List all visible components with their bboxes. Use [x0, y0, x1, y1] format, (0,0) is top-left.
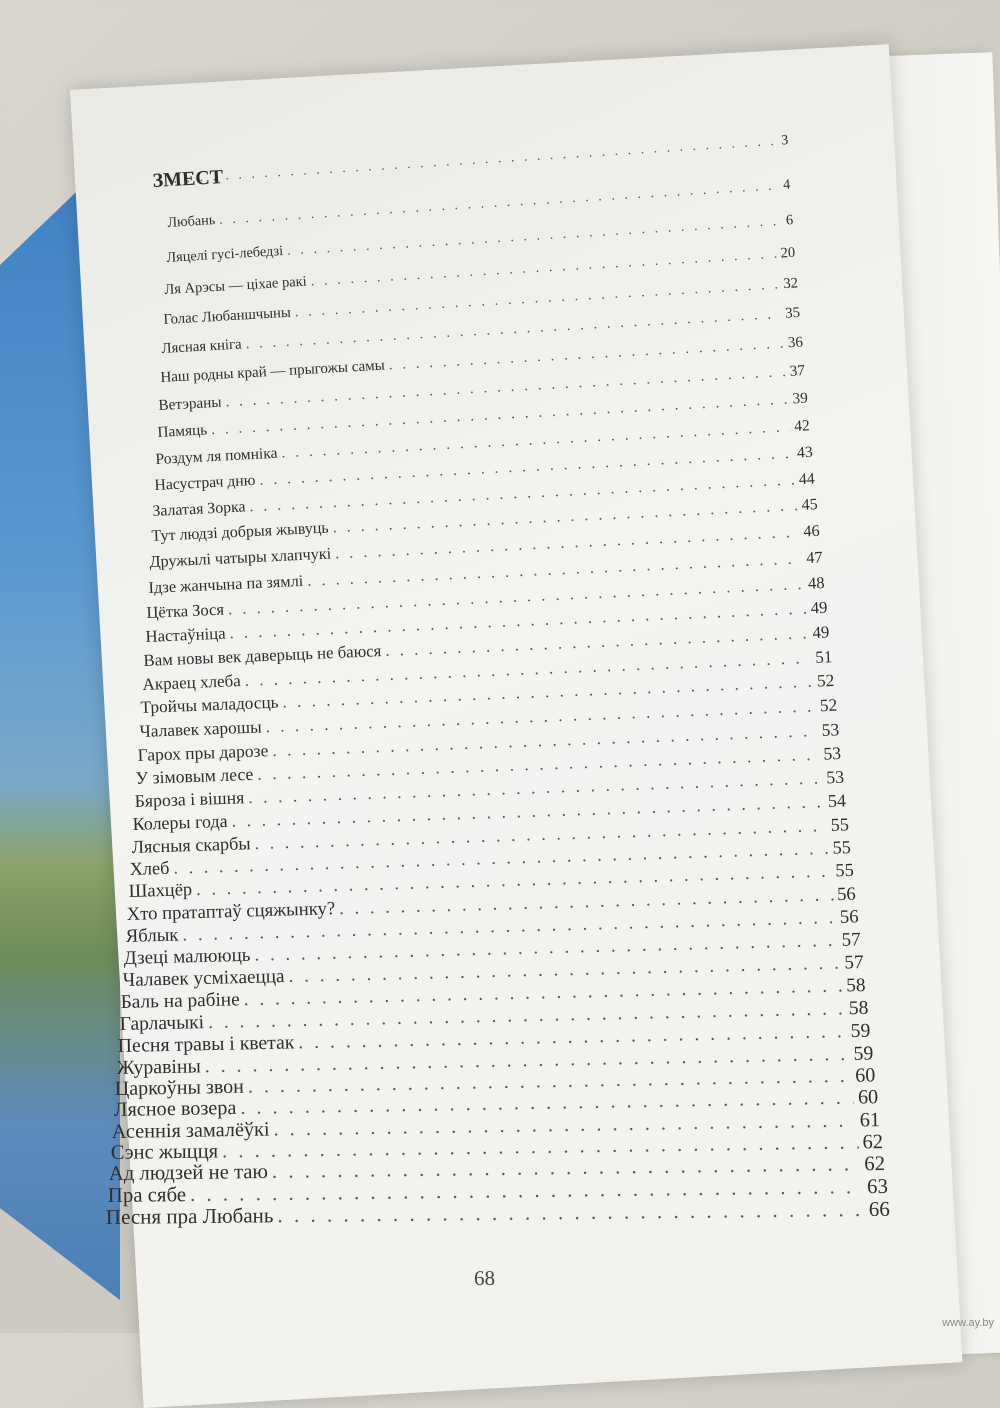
toc-entry-page: 59 — [852, 1042, 874, 1065]
toc-entry-title: Голас Любаншчыны — [162, 304, 292, 328]
toc-entry-page: 56 — [837, 883, 857, 906]
toc-entry-page: 48 — [807, 572, 825, 593]
toc-leader-dots — [277, 1197, 865, 1228]
toc-entry-title: Ад людзей не таю — [108, 1160, 269, 1186]
toc-entry-page: 44 — [798, 470, 816, 489]
toc-leader-dots — [173, 134, 778, 188]
toc-entry-title: Хлеб — [129, 857, 171, 880]
toc-entry-page: 49 — [812, 622, 830, 642]
toc-entry-page: 61 — [859, 1108, 881, 1132]
toc-entry-title: Настаўніца — [144, 623, 226, 646]
toc-entry-title: Дзеці малююць — [123, 944, 251, 970]
toc-entry-page: 39 — [791, 389, 809, 408]
toc-entry-page: 55 — [834, 860, 854, 881]
toc-entry-title: Лясныя скарбы — [131, 832, 251, 857]
toc-entry-title: Акраец хлеба — [141, 670, 241, 694]
toc-entry-title: Гарлачыкі — [119, 1011, 205, 1035]
toc-entry-title: Тройчы маладосць — [140, 692, 279, 718]
toc-entry-page: 57 — [841, 929, 862, 951]
toc-entry-title: Ветэраны — [158, 393, 223, 415]
toc-entry-page: 45 — [800, 496, 818, 515]
toc-entry-title: Бяроза і вішня — [134, 787, 245, 812]
watermark: www.ay.by — [942, 1317, 994, 1329]
toc-entry-page: 35 — [785, 305, 801, 322]
toc-entry-page: 66 — [868, 1196, 890, 1222]
toc-entry-page: 60 — [857, 1086, 878, 1110]
toc-entry-page: 53 — [821, 719, 840, 740]
toc-entry-title: Асеннія замалёўкі — [111, 1118, 270, 1143]
toc-entry-page: 36 — [787, 334, 804, 351]
toc-entry-page: 59 — [850, 1019, 871, 1043]
toc-entry-page: 55 — [830, 813, 850, 835]
toc-entry-title: Царкоўны звон — [114, 1075, 245, 1101]
toc-entry-page: 62 — [864, 1153, 886, 1176]
toc-title: ЗМЕСТ — [152, 166, 224, 192]
toc-entry-title: Вам новы век даверыць не баюся — [143, 640, 382, 670]
toc-entry-title: Памяць — [156, 421, 208, 442]
toc-entry-title: Чалавек харошы — [138, 717, 262, 741]
toc-entry-title: Песня травы і кветак — [117, 1031, 295, 1058]
toc-entry-title: У зімовым лесе — [135, 764, 255, 789]
toc-entry-page: 57 — [843, 952, 864, 974]
page-number: 68 — [473, 1265, 496, 1291]
toc-entry-page: 63 — [866, 1174, 888, 1199]
toc-entry-title: Чалавек усміхаецца — [122, 966, 285, 991]
toc-entry-page: 52 — [816, 671, 835, 691]
toc-entry — [169, 133, 789, 188]
toc-entry-title: Лясная кніга — [161, 336, 243, 358]
toc-entry-page: 60 — [855, 1064, 876, 1087]
toc-entry-title: Цётка Зося — [146, 599, 225, 622]
toc-entry-title: Сэнс жыцця — [110, 1140, 218, 1164]
toc-entry-title: Журавіны — [116, 1055, 201, 1079]
toc-entry-page: 58 — [846, 974, 866, 997]
toc-entry-page: 54 — [828, 790, 847, 812]
toc-entry-page: 53 — [823, 743, 842, 764]
toc-entry-page: 4 — [783, 176, 792, 194]
toc-entry-page: 37 — [789, 362, 806, 381]
toc-entry-page: 3 — [780, 133, 789, 149]
toc-entry-page: 6 — [785, 211, 794, 229]
toc-entry-page: 42 — [794, 417, 811, 435]
toc-entry-title: Ідзе жанчына па зямлі — [147, 571, 304, 598]
toc-entry-title: Гарох пры дарозе — [137, 740, 269, 766]
toc-entry-title: Насустрач дню — [153, 471, 256, 495]
toc-entry-title: Колеры года — [132, 810, 229, 834]
toc-entry-title: Песня пра Любань — [105, 1203, 274, 1229]
toc-entry-title: Дружылі чатыры хлапчукі — [149, 544, 332, 572]
toc-entry-title: Хто пратаптаў сцяжынку? — [126, 898, 336, 925]
toc-entry-page: 49 — [809, 597, 828, 618]
toc-entry-title: Ляцелі гусі-лебедзі — [165, 242, 284, 266]
toc-entry-title: Баль на рабіне — [120, 989, 241, 1013]
toc-entry-title: Пра сябе — [107, 1183, 186, 1208]
toc-entry-page: 43 — [796, 443, 813, 462]
toc-entry-page: 62 — [861, 1131, 883, 1154]
toc-entry-page: 56 — [839, 906, 859, 928]
toc-entry-page: 47 — [805, 547, 823, 568]
toc-entry-page: 53 — [825, 766, 845, 788]
toc-entry-page: 46 — [803, 521, 821, 541]
toc-entry-page: 58 — [848, 997, 869, 1019]
toc-entry-title: Залатая Зорка — [152, 498, 247, 520]
toc-entry-title: Лясное возера — [113, 1097, 237, 1122]
toc-entry-title: Наш родны край — прыгожы самы — [159, 357, 386, 386]
toc-entry-title: Ля Арэсы — ціхае ракі — [164, 273, 308, 298]
toc-entry-page: 20 — [780, 244, 796, 262]
toc-entry-title: Шахцёр — [128, 879, 193, 902]
toc-entry-title: Любань — [167, 212, 217, 232]
toc-entry-page: 32 — [782, 275, 799, 293]
toc-entry-title: Роздум ля помніка — [155, 444, 279, 468]
toc-entry-page: 52 — [819, 695, 838, 716]
toc-entry-page: 51 — [814, 646, 833, 667]
toc-entry-title: Яблык — [125, 924, 179, 948]
toc-entry-page: 55 — [832, 837, 852, 858]
toc-entry-title: Тут людзі добрыя жывуць — [150, 519, 329, 546]
